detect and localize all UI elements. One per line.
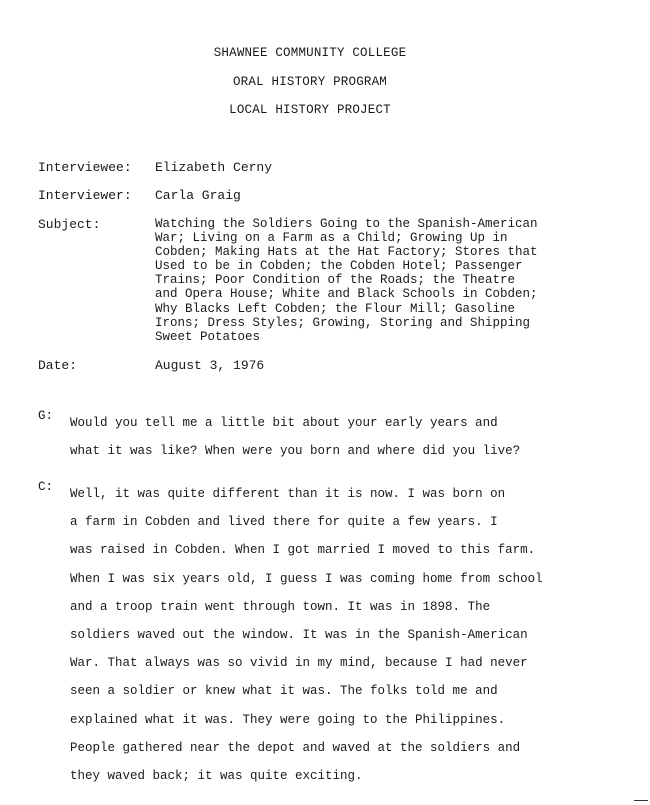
transcript-line: and a troop train went through town. It was in 1898. The [70, 599, 491, 614]
date-label: Date: [38, 358, 78, 373]
interviewer-value: Carla Graig [155, 188, 241, 203]
subject-line: Cobden; Making Hats at the Hat Factory; Stores that [155, 245, 538, 260]
interviewer-label: Interviewer: [38, 188, 132, 203]
answer-text [70, 480, 543, 790]
transcript-line: Would you tell me a little bit about your early years and [70, 416, 498, 430]
transcript-line: Well, it was quite different than it is now. I was born on [70, 487, 506, 501]
question-text [70, 409, 520, 465]
transcript-line: a farm in Cobden and lived there for quite a few years. I [70, 515, 498, 530]
speaker-label: G: [38, 409, 54, 423]
transcript-line: When I was six years old, I guess I was coming home from school [70, 571, 543, 586]
project-name: LOCAL HISTORY PROJECT [229, 103, 391, 117]
subject-text [155, 217, 538, 344]
speaker-label: C: [38, 480, 54, 494]
transcript-line: War. That always was so vivid in my mind, because I had never [70, 656, 528, 671]
transcript-line: seen a soldier or knew what it was. The folks told me and [70, 684, 498, 699]
transcript-line: what it was like? When were you born and where did you live? [70, 444, 521, 459]
interviewee-value: Elizabeth Cerny [155, 160, 273, 175]
transcript-line: was raised in Cobden. When I got married I moved to this farm. [70, 543, 536, 558]
subject-line: Why Blacks Left Cobden; the Flour Mill; Gasoline [155, 301, 516, 316]
college-name: SHAWNEE COMMUNITY COLLEGE [213, 46, 407, 60]
subject-line: Watching the Soldiers Going to the Spanish-American [155, 217, 538, 231]
transcript-line: explained what it was. They were going to the Philippines. [70, 712, 506, 727]
interviewee-label: Interviewee: [38, 160, 132, 175]
subject-line: Trains; Poor Condition of the Roads; the Theatre [155, 273, 516, 288]
date-value: August 3, 1976 [155, 358, 265, 373]
program-name: ORAL HISTORY PROGRAM [232, 75, 388, 89]
transcript-line: soldiers waved out the window. It was in the Spanish-American [70, 628, 528, 643]
subject-line: Irons; Dress Styles; Growing, Storing and Shipping [155, 315, 531, 330]
subject-line: War; Living on a Farm as a Child; Growing Up in [155, 231, 508, 246]
transcript-line: People gathered near the depot and waved at the soldiers and [70, 740, 521, 755]
transcript-line: they waved back; it was quite exciting. [70, 769, 363, 784]
subject-line: Sweet Potatoes [155, 329, 261, 344]
subject-line: Used to be in Cobden; the Cobden Hotel; Passenger [155, 259, 523, 274]
subject-label: Subject: [38, 217, 101, 232]
page-edge-mark [634, 800, 648, 801]
subject-line: and Opera House; White and Black Schools in Cobden; [155, 287, 538, 302]
